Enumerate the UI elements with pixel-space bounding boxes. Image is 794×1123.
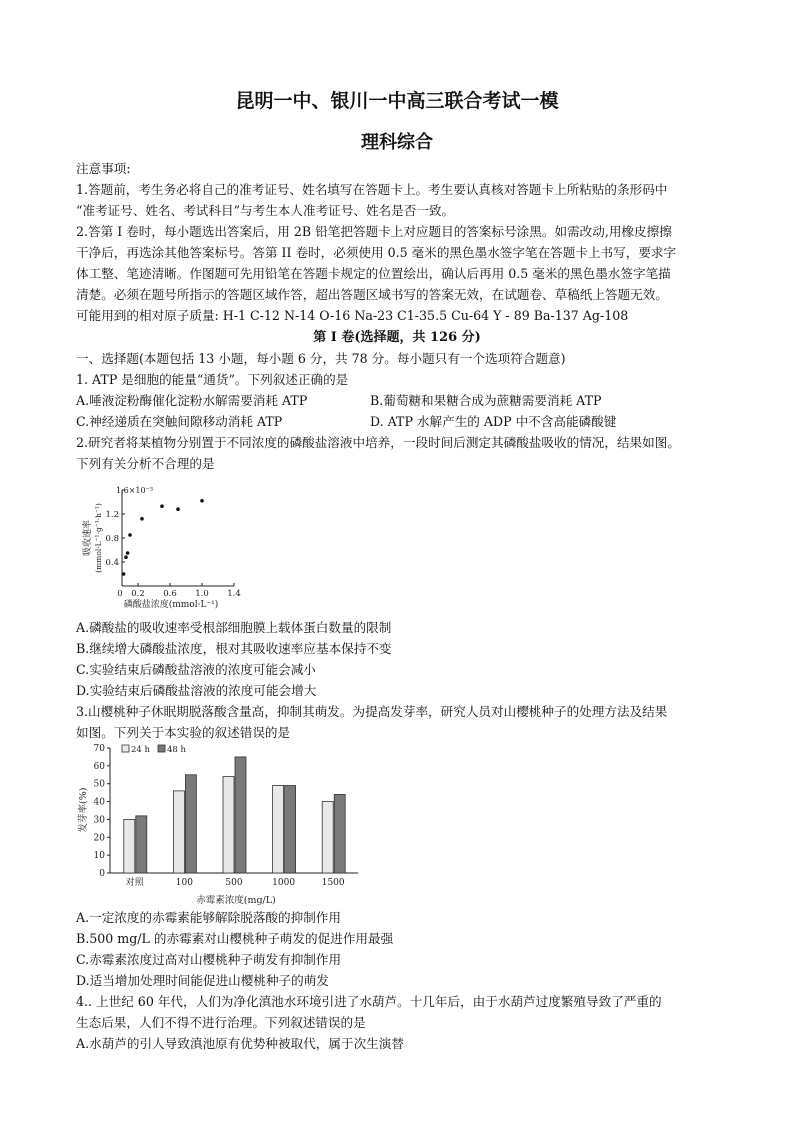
notice-heading: 注意事项: [76,161,131,176]
notice-line: 清楚。必须在题号所指示的答题区域作答，超出答题区域书写的答案无效，在试题卷、草稿纸上答题无效。 [76,287,668,302]
data-point [140,517,144,521]
bar-24h [124,819,135,873]
y-tick-label: 0.4 [105,558,119,568]
q3-option-c: C.赤霉素浓度过高对山樱桃种子萌发有抑制作用 [76,952,342,967]
q2-option-c: C.实验结束后磷酸盐溶液的浓度可能会减小 [76,662,316,677]
notice-line: 2.答第 I 卷时，每小题选出答案后，用 2B 铅笔把答题卡上对应题目的答案标号涂黑。如需改动,用橡皮擦擦 [76,224,672,239]
q3-option-a: A.一定浓度的赤霉素能够解除脱落酸的抑制作用 [76,910,341,925]
data-point [128,533,132,537]
notice-line: “准考证号、姓名、考试科目”与考生本人准考证号、姓名是否一致。 [76,203,455,218]
x-axis-title: 磷酸盐浓度(mmol·L⁻¹) [123,600,219,610]
x-tick-label: 1.0 [195,589,209,599]
x-tick-label: 1.4 [227,589,241,599]
bar-24h [173,791,184,873]
legend-swatch [122,745,129,752]
y-axis-title: 吸收速率 [83,519,93,557]
y-axis-title: 发芽率(%) [78,787,89,833]
q4-stem-cont: 生态后果，人们不得不进行治理。下列叙述错误的是 [76,1015,366,1030]
y-tick-label: 1.2 [105,510,119,520]
bar-48h [235,757,246,873]
q1-option-a: A.唾液淀粉酶催化淀粉水解需要消耗 ATP [76,393,308,408]
y-scale-label: 1.6×10⁻³ [116,486,154,495]
q2-option-b: B.继续增大磷酸盐浓度，根对其吸收速率应基本保持不变 [76,641,392,656]
q3-option-d: D.适当增加处理时间能促进山樱桃种子的萌发 [76,973,329,988]
q4-stem: 4.. 上世纪 60 年代，人们为净化滇池水环境引进了水葫芦。十几年后，由于水葫芦过度繁殖导致了严重的 [76,994,662,1009]
legend-label: 24 h [131,745,150,755]
exam-subtitle: 理科综合 [361,132,433,153]
x-axis-title: 赤霉素浓度(mg/L) [196,895,276,906]
exam-title: 昆明一中、银川一中高三联合考试一模 [235,90,559,112]
q2-option-a: A.磷酸盐的吸收速率受根部细胞膜上载体蛋白数量的限制 [76,620,392,635]
y-tick-label: 10 [93,851,105,862]
q3-stem-cont: 如图。下列关于本实验的叙述错误的是 [76,725,291,740]
q4-option-a: A.水葫芦的引人导致滇池原有优势种被取代，属于次生演替 [76,1036,404,1051]
data-point [122,572,126,576]
q1-option-d: D. ATP 水解产生的 ADP 中不含高能磷酸键 [370,414,617,429]
bar-48h [334,794,345,873]
q3-stem: 3.山樱桃种子休眠期脱落酸含量高，抑制其萌发。为提高发芽率，研究人员对山樱桃种子的处理方法及结果 [76,704,668,719]
y-tick-label: 50 [93,779,105,790]
x-tick-label: 1000 [272,878,296,888]
y-tick-label: 70 [93,744,105,754]
legend-label: 48 h [167,745,186,755]
q2-stem-cont: 下列有关分析不合理的是 [76,456,215,471]
x-tick-label: 对照 [125,878,144,888]
section-title: 第 I 卷(选择题，共 126 分) [313,330,481,345]
bar-24h [322,802,333,873]
x-tick-label: 100 [175,878,193,888]
q2-stem: 2.研究者将某植物分别置于不同浓度的磷酸盐溶液中培养，一段时间后测定其磷酸盐吸收的情况，结果如图。 [76,435,680,450]
bar-24h [223,777,234,873]
q2-option-d: D.实验结束后磷酸盐溶液的浓度可能会增大 [76,683,317,698]
x-tick-label: 0 [117,589,123,599]
data-point [126,551,130,555]
data-point [160,504,164,508]
bar-48h [185,775,196,873]
germination-rate-chart [76,740,366,908]
y-tick-label: 40 [93,797,105,808]
q3-option-b: B.500 mg/L 的赤霉素对山樱桃种子萌发的促进作用最强 [76,931,394,946]
bar-48h [136,816,147,873]
x-tick-label: 500 [225,878,243,888]
y-tick-label: 30 [93,815,105,826]
q1-option-b: B.葡萄糖和果糖合成为蔗糖需要消耗 ATP [370,393,602,408]
y-axis-unit: (mmol·L⁻¹·g⁻¹·h⁻¹) [94,503,103,573]
notice-line: 体工整、笔迹清晰。作图题可先用铅笔在答题卡规定的位置绘出，确认后再用 0.5 毫米的黑色墨水签字笔描 [76,266,671,281]
x-tick-label: 0.2 [131,589,145,599]
x-tick-label: 1500 [321,878,345,888]
section-intro: 一、选择题(本题包括 13 小题，每小题 6 分，共 78 分。每小题只有一个选项符合题意) [76,351,566,366]
q1-option-c: C.神经递质在突触间隙移动消耗 ATP [76,414,283,429]
data-point [176,507,180,511]
phosphate-uptake-chart [76,478,256,614]
y-tick-label: 20 [93,833,105,844]
legend-swatch [158,745,165,752]
notice-line: 干净后，再选涂其他答案标号。答第 II 卷时，必须使用 0.5 毫米的黑色墨水签字笔在答题卡上书写，要求字 [76,245,677,260]
data-point [124,555,128,559]
notice-line: 1.答题前，考生务必将自己的准考证号、姓名填写在答题卡上。考生要认真核对答题卡上所粘贴的条形码中 [76,182,668,197]
data-point [200,499,204,503]
y-tick-label: 60 [93,761,105,772]
bar-48h [285,786,296,874]
y-tick-label: 0.8 [105,534,119,544]
bar-24h [273,786,284,874]
atomic-mass-line: 可能用到的相对原子质量: H-1 C-12 N-14 O-16 Na-23 C1-35.5 Cu-64 Y - 89 Ba-137 Ag-108 [76,308,629,323]
q1-stem: 1. ATP 是细胞的能量“通货”。下列叙述正确的是 [76,372,349,387]
y-tick-label: 0 [99,869,105,879]
x-tick-label: 0.6 [163,589,177,599]
